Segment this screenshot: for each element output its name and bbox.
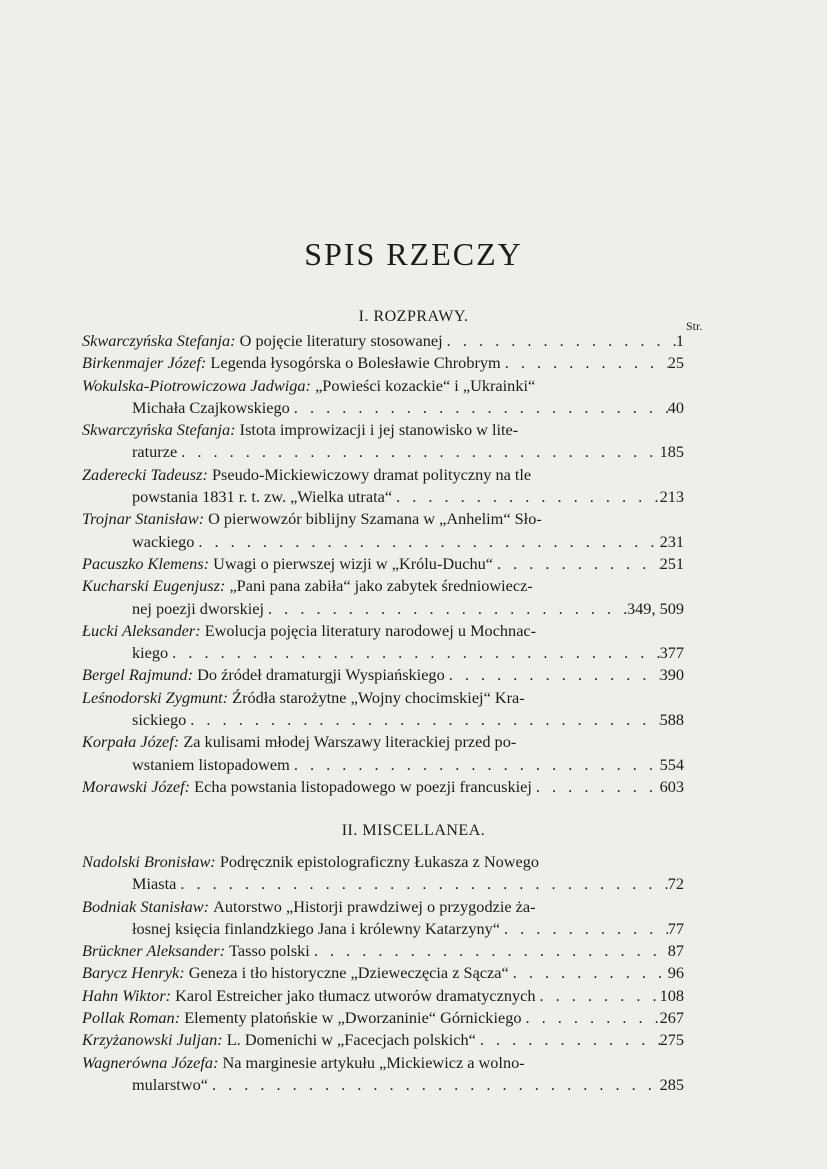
page-number: 1 [675, 331, 684, 350]
entry-author: Bodniak Stanisław: [82, 896, 210, 916]
entry-author: Hahn Wiktor: [82, 985, 172, 1005]
entry-title: Geneza i tło historyczne „Dzieweczęcia z Sącza“ [188, 963, 509, 983]
toc-entry [82, 962, 684, 984]
entry-author: Trojnar Stanisław: [82, 509, 204, 529]
entry-title: Za kulisami młodej Warszawy literackiej przed po- [183, 732, 517, 752]
page-number: 77 [667, 918, 684, 938]
toc-entry-line [82, 1052, 684, 1074]
page-number: 588 [659, 710, 684, 730]
entry-author: Wagnerówna Józefa: [82, 1052, 219, 1072]
dot-leader [443, 330, 676, 352]
dot-leader [476, 1029, 660, 1051]
entry-title: Legenda łysogórska o Bolesławie Chrobrym [210, 353, 501, 373]
toc-entry-line [82, 918, 684, 940]
entry-title: Uwagi o pierwszej wizji w „Królu-Duchu“ [213, 553, 493, 573]
toc-entry [82, 664, 684, 686]
entry-title: O pojęcie literatury stosowanej [239, 331, 443, 350]
page-number: 25 [667, 353, 684, 373]
toc-entry-line [82, 642, 684, 664]
toc-entry-line [82, 553, 684, 575]
page-title: SPIS RZECZY [304, 236, 523, 272]
entry-title: „Powieści kozackie“ i „Ukrainki“ [315, 375, 536, 395]
page-number: 108 [659, 985, 684, 1005]
dot-leader [535, 985, 659, 1007]
entry-title: Istota improwizacji i jej stanowisko w lite- [239, 420, 519, 440]
entry-title: łosnej księcia finlandzkiego Jana i królewny Katarzyny“ [132, 918, 501, 938]
toc-entry-line [82, 754, 684, 776]
toc-entry [82, 375, 684, 420]
toc-entry-line [82, 687, 684, 709]
entry-author: Wokulska-Piotrowiczowa Jadwiga: [82, 375, 311, 395]
entry-title: O pierwowzór biblijny Szamana w „Anhelim“ Sło- [208, 509, 542, 529]
toc-entry [82, 1007, 684, 1029]
entry-author: Skwarczyńska Stefanja: [82, 420, 236, 440]
page-number: 251 [659, 553, 684, 573]
entry-author: Skwarczyńska Stefanja: [82, 331, 236, 350]
page-number: 390 [659, 665, 684, 685]
toc-entry-line [82, 776, 684, 798]
toc-entry [82, 1029, 684, 1051]
dot-leader [176, 873, 667, 895]
entry-title: Do źródeł dramaturgji Wyspiańskiego [197, 665, 445, 685]
toc-entry [82, 851, 684, 896]
entry-title: Autorstwo „Historji prawdziwej o przygodzie ża- [213, 896, 536, 916]
toc-entry-line [82, 985, 684, 1007]
toc-entry-line [82, 1007, 684, 1029]
entry-author: Birkenmajer Józef: [82, 353, 207, 373]
entry-title: mularstwo“ [132, 1074, 208, 1094]
section-heading-rozprawy: I. ROZPRAWY. [358, 308, 469, 325]
entry-author: Łucki Aleksander: [82, 620, 201, 640]
dot-leader [264, 598, 627, 620]
toc-entry-line [82, 851, 684, 873]
page-number: 603 [659, 776, 684, 796]
entry-author: Nadolski Bronisław: [82, 852, 216, 871]
toc-entry [82, 464, 684, 509]
toc-entry-line [82, 896, 684, 918]
dot-leader [509, 962, 668, 984]
toc-entry [82, 731, 684, 776]
page-number: 349, 509 [627, 598, 684, 618]
dot-leader [208, 1074, 660, 1096]
entry-title: kiego [132, 643, 169, 663]
page-number: 40 [667, 397, 684, 417]
entry-title: Ewolucja pojęcia literatury narodowej u Mochnac- [204, 620, 537, 640]
toc-entry-line [82, 508, 684, 530]
entry-author: Krzyżanowski Juljan: [82, 1030, 223, 1050]
toc-entry [82, 508, 684, 553]
toc-entry [82, 1052, 684, 1097]
toc-entry-line [82, 441, 684, 463]
toc-entry-line [82, 375, 684, 397]
page-number: 275 [659, 1030, 684, 1050]
entry-title: sickiego [132, 710, 187, 730]
page-number: 72 [667, 874, 684, 894]
toc-entry-line [82, 330, 684, 352]
entry-title: Podręcznik epistolograficzny Łukasza z Nowego [219, 852, 539, 871]
entry-author: Barycz Henryk: [82, 963, 185, 983]
toc-entry [82, 419, 684, 464]
toc-entry-line [82, 620, 684, 642]
entry-author: Brückner Aleksander: [82, 941, 226, 961]
dot-leader [310, 940, 668, 962]
toc-entry-line [82, 664, 684, 686]
entry-author: Leśnodorski Zygmunt: [82, 687, 229, 707]
page-number: 377 [659, 643, 684, 663]
toc-list-rozprawy [82, 330, 684, 798]
entry-title: Michała Czajkowskiego [132, 397, 290, 417]
dot-leader [177, 441, 659, 463]
toc-entry-line [82, 940, 684, 962]
entry-title: Na marginesie artykułu „Mickiewicz a wolno- [222, 1052, 525, 1072]
toc-entry-line [82, 486, 684, 508]
entry-author: Pacuszko Klemens: [82, 553, 210, 573]
page-number: 185 [659, 442, 684, 462]
toc-entry [82, 553, 684, 575]
toc-list-miscellanea [82, 851, 684, 1096]
page-number: 96 [667, 963, 684, 983]
toc-entry [82, 687, 684, 732]
dot-leader [186, 709, 659, 731]
dot-leader [532, 776, 660, 798]
toc-entry [82, 620, 684, 665]
entry-title: nej poezji dworskiej [132, 598, 265, 618]
entry-title: wackiego [132, 531, 195, 551]
page-number: 231 [659, 531, 684, 551]
toc-entry [82, 330, 684, 352]
entry-title: Tasso polski [229, 941, 310, 961]
toc-entry-line [82, 1074, 684, 1096]
entry-title: L. Domenichi w „Facecjach polskich“ [226, 1030, 476, 1050]
dot-leader [168, 642, 659, 664]
page-number: 267 [659, 1008, 684, 1028]
entry-title: Elementy platońskie w „Dworzaninie“ Górnickiego [184, 1008, 522, 1028]
page-number: 87 [667, 941, 684, 961]
toc-entry-line [82, 352, 684, 374]
toc-entry [82, 940, 684, 962]
entry-title: Karol Estreicher jako tłumacz utworów dramatycznych [175, 985, 536, 1005]
toc-entry-line [82, 419, 684, 441]
page-number: 285 [659, 1074, 684, 1094]
toc-entry-line [82, 575, 684, 597]
page-number: 554 [659, 754, 684, 774]
entry-author: Kucharski Eugenjusz: [82, 576, 226, 596]
dot-leader [290, 754, 660, 776]
toc-entry-line [82, 464, 684, 486]
toc-entry-line [82, 873, 684, 895]
entry-author: Korpała Józef: [82, 732, 180, 752]
toc-entry-line [82, 1029, 684, 1051]
toc-entry-line [82, 731, 684, 753]
entry-author: Bergel Rajmund: [82, 665, 194, 685]
entry-title: Echa powstania listopadowego w poezji francuskiej [194, 776, 532, 796]
toc-entry-line [82, 709, 684, 731]
dot-leader [500, 918, 668, 940]
entry-title: powstania 1831 r. t. zw. „Wielka utrata“ [132, 487, 393, 507]
entry-author: Zaderecki Tadeusz: [82, 464, 208, 484]
entry-author: Pollak Roman: [82, 1008, 181, 1028]
entry-title: Źródła starożytne „Wojny chocimskiej“ Kra- [232, 687, 525, 707]
toc-entry-line [82, 531, 684, 553]
entry-title: raturze [132, 442, 178, 462]
dot-leader [392, 486, 660, 508]
dot-leader [445, 664, 660, 686]
entry-title: Pseudo-Mickiewiczowy dramat polityczny na tle [211, 464, 532, 484]
toc-entry [82, 776, 684, 798]
toc-entry [82, 985, 684, 1007]
toc-entry [82, 896, 684, 941]
dot-leader [521, 1007, 659, 1029]
dot-leader [290, 397, 668, 419]
page-number: 213 [659, 487, 684, 507]
page-column-label: Str. [686, 319, 703, 333]
toc-entry-line [82, 962, 684, 984]
toc-entry-line [82, 397, 684, 419]
dot-leader [493, 553, 660, 575]
entry-title: Miasta [132, 874, 177, 894]
toc-entry [82, 352, 684, 374]
dot-leader [501, 352, 668, 374]
entry-title: wstaniem listopadowem [132, 754, 290, 774]
entry-author: Morawski Józef: [82, 776, 191, 796]
toc-entry-line [82, 598, 684, 620]
entry-title: „Pani pana zabiła“ jako zabytek średniowiecz- [229, 576, 533, 596]
dot-leader [194, 531, 659, 553]
toc-entry [82, 575, 684, 620]
section-heading-miscellanea: II. MISCELLANEA. [341, 822, 486, 839]
